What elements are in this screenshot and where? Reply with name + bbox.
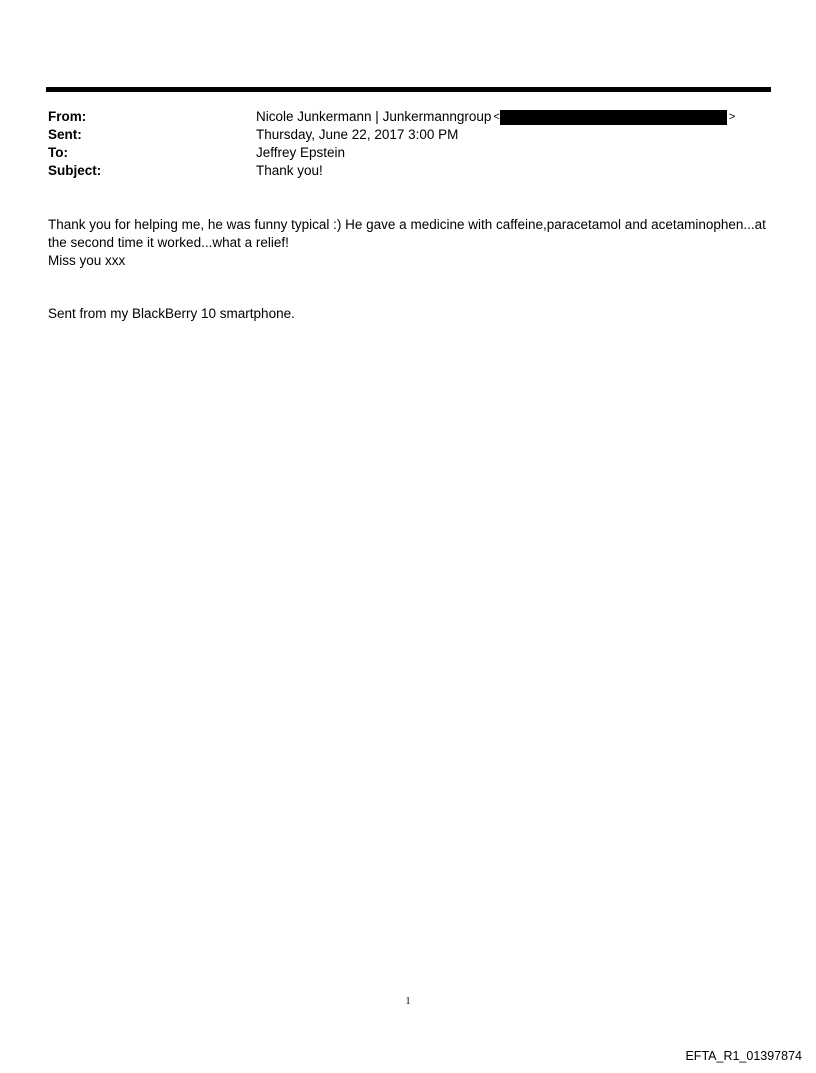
from-value bbox=[256, 108, 735, 126]
body-paragraph: Thank you for helping me, he was funny typical :) He gave a medicine with caffeine,paracetamol and acetaminophen...at the second time it worked...what a relief! bbox=[48, 217, 766, 250]
sent-value: Thursday, June 22, 2017 3:00 PM bbox=[256, 127, 459, 142]
to-row bbox=[48, 144, 735, 162]
redacted-email-address bbox=[500, 110, 727, 125]
email-body bbox=[48, 216, 778, 270]
body-closing: Miss you xxx bbox=[48, 253, 126, 268]
from-row bbox=[48, 108, 735, 126]
email-open-bracket: < bbox=[493, 111, 500, 123]
to-value: Jeffrey Epstein bbox=[256, 145, 346, 160]
subject-row bbox=[48, 162, 735, 180]
email-header bbox=[48, 108, 735, 180]
email-close-bracket: > bbox=[728, 111, 736, 123]
subject-label: Subject: bbox=[48, 163, 102, 178]
header-divider bbox=[46, 87, 771, 92]
bates-number: EFTA_R1_01397874 bbox=[685, 1049, 802, 1063]
from-label: From: bbox=[48, 109, 87, 124]
subject-value: Thank you! bbox=[256, 163, 323, 178]
email-signature: Sent from my BlackBerry 10 smartphone. bbox=[48, 306, 295, 321]
to-label: To: bbox=[48, 145, 68, 160]
sent-label: Sent: bbox=[48, 127, 82, 142]
sent-row bbox=[48, 126, 735, 144]
page-number: 1 bbox=[405, 996, 411, 1007]
sender-name: Nicole Junkermann | Junkermanngroup bbox=[256, 109, 492, 124]
